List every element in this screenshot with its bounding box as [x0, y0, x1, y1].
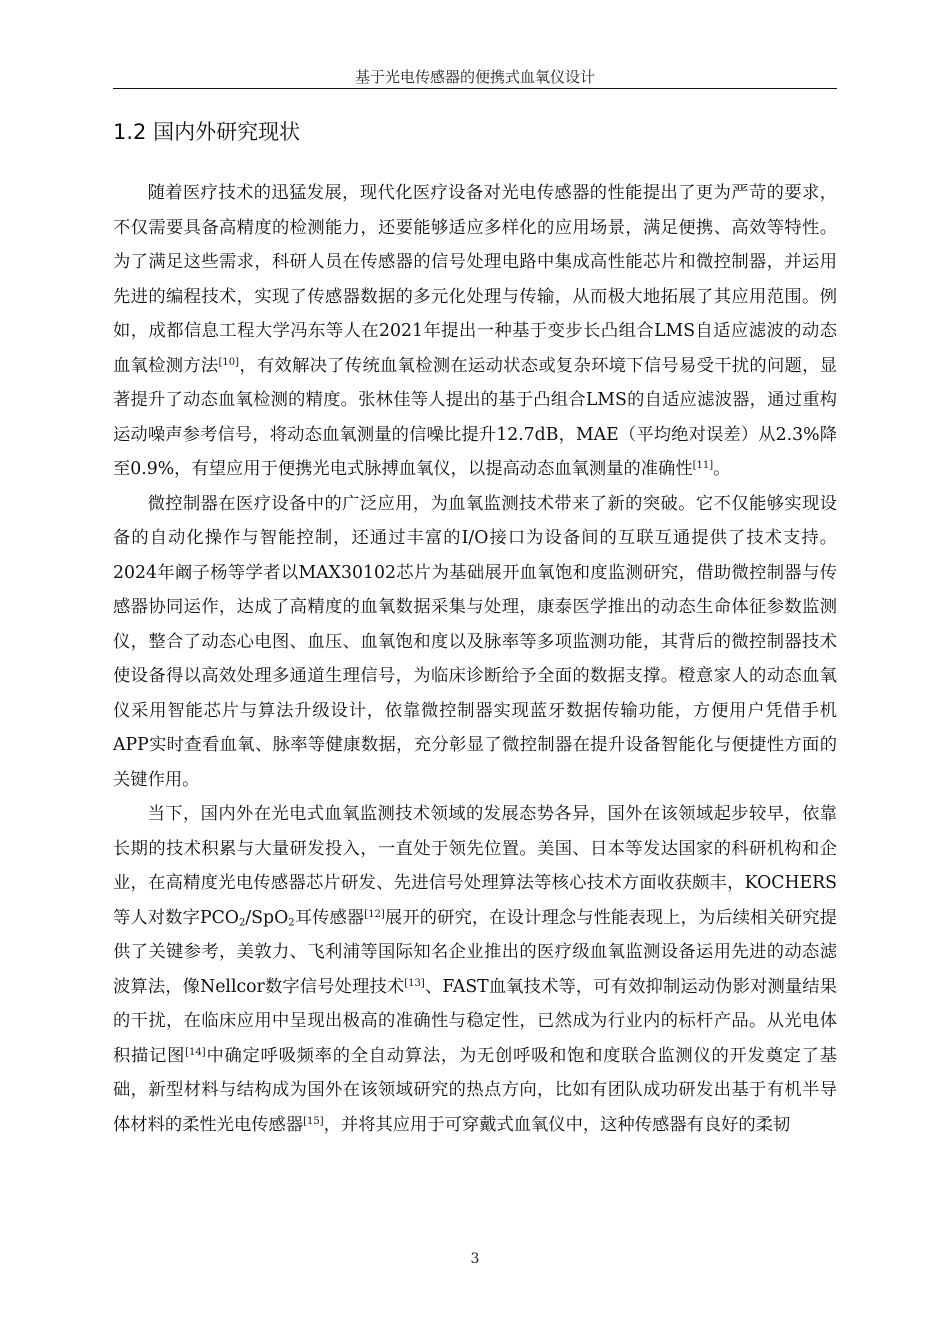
- citation-11: [11]: [692, 460, 714, 471]
- subscript-2-a: 2: [238, 917, 246, 928]
- paragraph-1-text-b: ，有效解决了传统血氧检测在运动状态或复杂环境下信号易受干扰的问题，显著提升了动态血氧检测的精度。张林佳等人提出的基于凸组合LMS的自适应滤波器，通过重构运动噪声参考信号，将动态血氧测量的信噪比提升12.7dB，MAE（平均绝对误差）从2.3%降至0.9%，有望应用于便携光电式脉搏血氧仪，以提高动态血氧测量的准确性: [113, 355, 837, 479]
- paragraph-3: [113, 797, 837, 1142]
- paragraph-3-slash: /SpO: [245, 907, 289, 928]
- paragraph-1-text-a: 随着医疗技术的迅猛发展，现代化医疗设备对光电传感器的性能提出了更为严苛的要求，不仅需要具备高精度的检测能力，还要能够适应多样化的应用场景，满足便携、高效等特性。为了满足这些需求，科研人员在传感器的信号处理电路中集成高性能芯片和微控制器，并运用先进的编程技术，实现了传感器数据的多元化处理与传输，从而极大地拓展了其应用范围。例如，成都信息工程大学冯东等人在2021年提出一种基于变步长凸组合LMS自适应滤波的动态血氧检测方法: [113, 183, 837, 376]
- paragraph-3-text-e: 中确定呼吸频率的全自动算法，为无创呼吸和饱和度联合监测仪的开发奠定了基础，新型材料与结构成为国外在该领域研究的热点方向，比如有团队成功研发出基于有机半导体材料的柔性光电传感器: [113, 1045, 837, 1135]
- citation-14: [14]: [185, 1046, 206, 1058]
- citation-10: [10]: [218, 356, 240, 368]
- paragraph-1-text-c: 。: [713, 459, 731, 479]
- citation-13: [13]: [404, 977, 425, 989]
- paragraph-1: [113, 176, 837, 487]
- paragraph-3-text-d: 、FAST血氧技术等，可有效抑制运动伪影对测量结果的干扰，在临床应用中呈现出极高的准确性与稳定性，已然成为行业内的标杆产品。从光电体积描记图: [113, 976, 837, 1066]
- running-header: 基于光电传感器的便携式血氧仪设计: [354, 68, 595, 86]
- page-number: 3: [470, 1251, 480, 1267]
- subscript-2-b: 2: [288, 917, 295, 928]
- paragraph-3-text-b: 耳传感器: [294, 907, 365, 928]
- body-text: [113, 176, 837, 1142]
- citation-12: [12]: [364, 908, 385, 920]
- paragraph-3-text-f: ，并将其应用于可穿戴式血氧仪中，这种传感器有良好的柔韧: [323, 1114, 791, 1135]
- section-heading: 1.2 国内外研究现状: [113, 120, 301, 144]
- paragraph-3-text-c: 展开的研究，在设计理念与性能表现上，为后续相关研究提供了关键参考，美敦力、飞利浦等国际知名企业推出的医疗级血氧监测设备运用先进的动态滤波算法，像Nellcor数字信号处理技术: [113, 907, 837, 997]
- paragraph-3-text-a: 当下，国内外在光电式血氧监测技术领域的发展态势各异，国外在该领域起步较早，依靠长期的技术积累与大量研发投入，一直处于领先位置。美国、日本等发达国家的科研机构和企业，在高精度光电传感器芯片研发、先进信号处理算法等核心技术方面收获颇丰，KOCHERS等人对数字PCO: [113, 804, 837, 928]
- paragraph-2: 微控制器在医疗设备中的广泛应用，为血氧监测技术带来了新的突破。它不仅能够实现设备的自动化操作与智能控制，还通过丰富的I/O接口为设备间的互联互通提供了技术支持。 2024年阚子杨等学者以MAX30102芯片为基础展开血氧饱和度监测研究，借助微控制器与传感器协同运作，达成了高精度的血氧数据采集与处理，康泰医学推出的动态生命体征参数监测仪，整合了动态心电图、血压、血氧饱和度以及脉率等多项监测功能，其背后的微控制器技术使设备得以高效处理多通道生理信号，为临床诊断给予全面的数据支撑。橙意家人的动态血氧仪采用智能芯片与算法升级设计，依靠微控制器实现蓝牙数据传输功能，方便用户凭借手机APP实时查看血氧、脉率等健康数据，充分彰显了微控制器在提升设备智能化与便捷性方面的关键作用。: [113, 493, 837, 790]
- citation-15: [15]: [303, 1115, 324, 1127]
- header-rule: [113, 88, 837, 89]
